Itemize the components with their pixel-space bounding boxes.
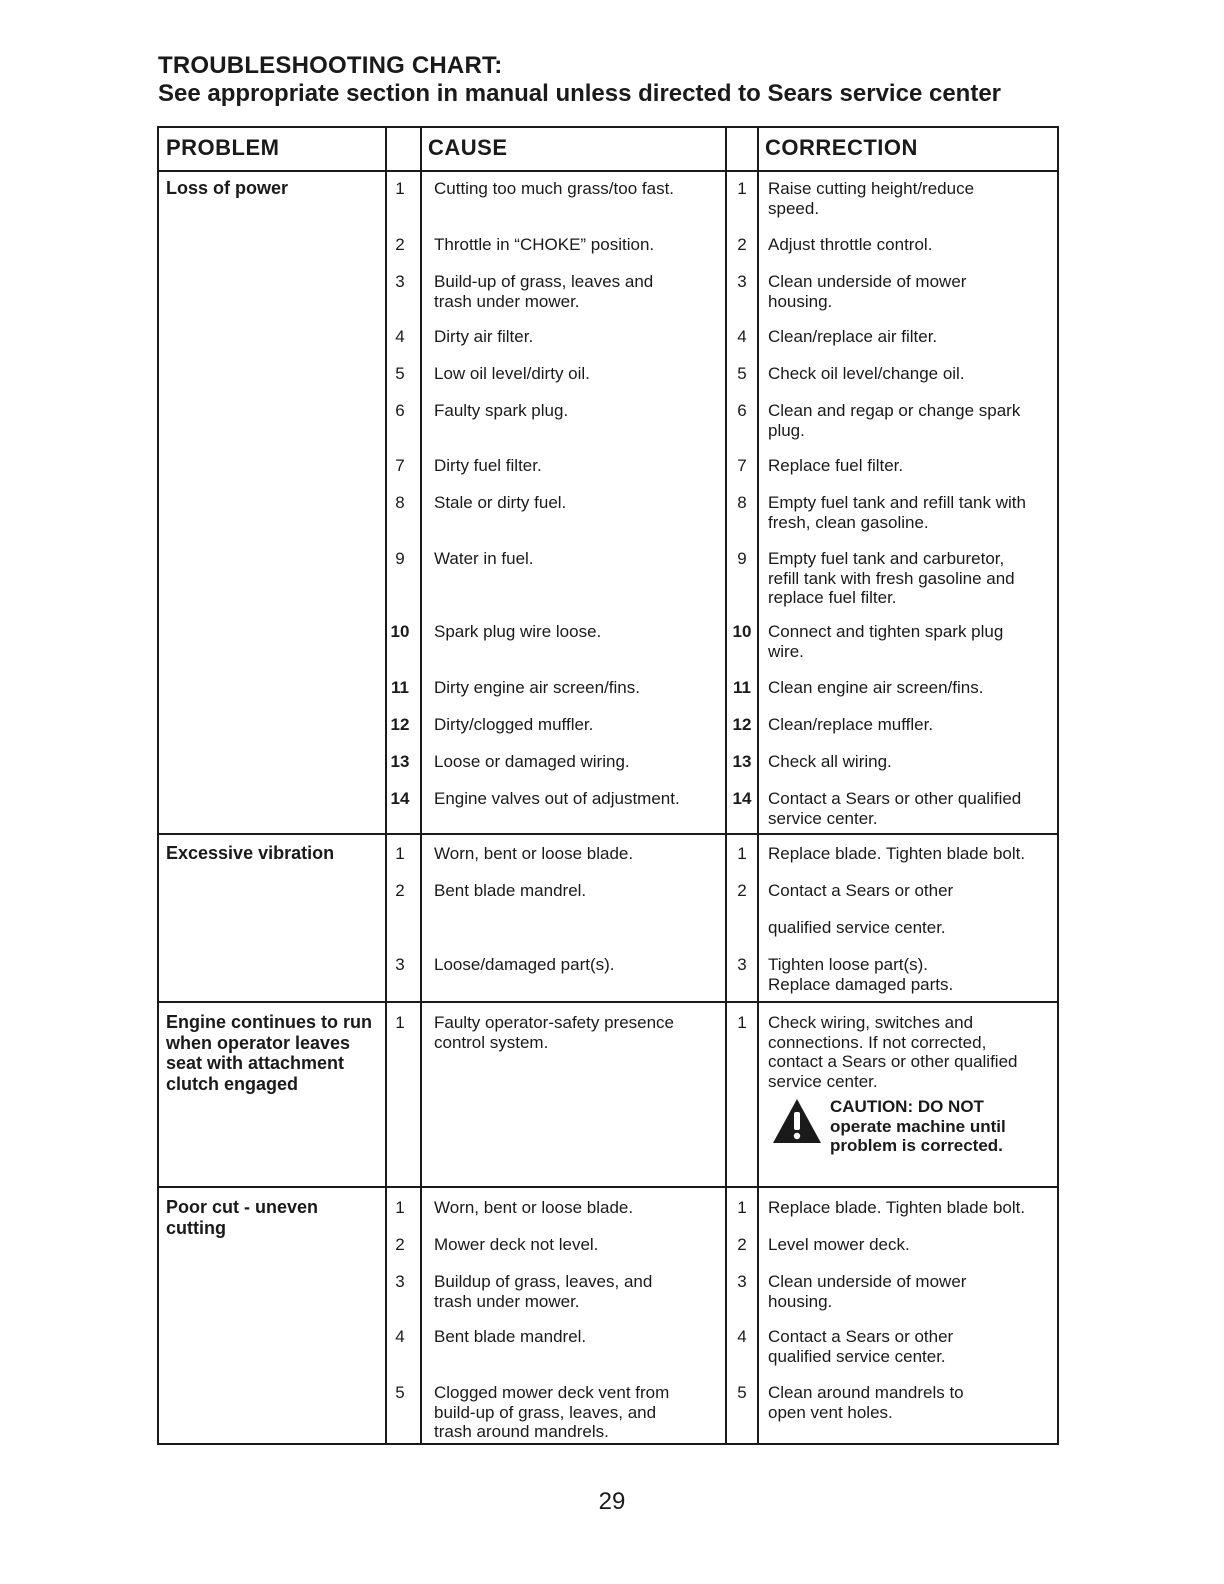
correction-text: Clean/replace muffler. [768, 715, 934, 734]
problem-engine-continues-to-run: Engine continues to run when operator leaves seat with attachment clutch engaged [166, 1012, 372, 1094]
correction-number: 2 [737, 881, 747, 900]
section-divider [159, 833, 1057, 835]
cause-text: Dirty fuel filter. [434, 456, 542, 475]
correction-text: Tighten loose part(s). Replace damaged parts. [768, 955, 954, 994]
cause-number: 1 [395, 844, 405, 863]
correction-text: Replace fuel filter. [768, 456, 904, 475]
correction-number: 6 [737, 401, 747, 420]
cause-number: 14 [390, 789, 410, 808]
correction-text: Clean around mandrels to open vent holes. [768, 1383, 964, 1422]
correction-number: 10 [732, 622, 752, 641]
cause-number: 8 [395, 493, 405, 512]
correction-number: 1 [737, 1198, 747, 1217]
correction-text: Connect and tighten spark plug wire. [768, 622, 1004, 661]
cause-text: Dirty air filter. [434, 327, 534, 346]
cause-text: Worn, bent or loose blade. [434, 844, 634, 863]
correction-number: 5 [737, 364, 747, 383]
correction-text: Check oil level/change oil. [768, 364, 965, 383]
problem-poor-cut: Poor cut - uneven cutting [166, 1197, 319, 1238]
column-divider [420, 128, 422, 1443]
cause-number: 7 [395, 456, 405, 475]
correction-text: Clean underside of mower housing. [768, 272, 967, 311]
correction-text: Contact a Sears or other [768, 881, 954, 900]
correction-number: 9 [737, 549, 747, 568]
cause-text: Faulty operator-safety presence control system. [434, 1013, 675, 1052]
correction-text: Check wiring, switches and connections. If not corrected, contact a Sears or other qualified service center. [768, 1013, 1018, 1091]
cause-number: 2 [395, 881, 405, 900]
correction-text: Clean/replace air filter. [768, 327, 938, 346]
cause-text: Mower deck not level. [434, 1235, 599, 1254]
correction-number: 2 [737, 235, 747, 254]
correction-number: 14 [732, 789, 752, 808]
section-divider [159, 1001, 1057, 1003]
correction-number: 3 [737, 955, 747, 974]
correction-number: 7 [737, 456, 747, 475]
cause-number: 11 [391, 678, 409, 697]
correction-text: Adjust throttle control. [768, 235, 933, 254]
header-cause: CAUSE [428, 135, 508, 160]
column-divider [757, 128, 759, 1443]
cause-number: 1 [395, 1198, 405, 1217]
correction-text: Check all wiring. [768, 752, 892, 771]
cause-number: 3 [395, 955, 405, 974]
cause-number: 10 [390, 622, 410, 641]
cause-text: Bent blade mandrel. [434, 1327, 587, 1346]
correction-text: Clean and regap or change spark plug. [768, 401, 1021, 440]
cause-number: 13 [390, 752, 410, 771]
correction-number: 11 [733, 678, 751, 697]
cause-number: 2 [395, 1235, 405, 1254]
correction-text: Empty fuel tank and carburetor, refill tank with fresh gasoline and replace fuel filter. [768, 549, 1015, 607]
header-problem: PROBLEM [166, 135, 280, 160]
section-divider [159, 1186, 1057, 1188]
correction-number: 12 [732, 715, 752, 734]
cause-text: Low oil level/dirty oil. [434, 364, 590, 383]
cause-text: Engine valves out of adjustment. [434, 789, 680, 808]
problem-loss-of-power: Loss of power [166, 178, 289, 198]
column-divider [725, 128, 727, 1443]
correction-number: 4 [737, 1327, 747, 1346]
warning-triangle-icon [771, 1097, 823, 1145]
cause-text: Buildup of grass, leaves, and trash under mower. [434, 1272, 653, 1311]
correction-text: Raise cutting height/reduce speed. [768, 179, 975, 218]
correction-number: 2 [737, 1235, 747, 1254]
cause-text: Dirty/clogged muffler. [434, 715, 594, 734]
cause-number: 3 [395, 1272, 405, 1291]
cause-text: Worn, bent or loose blade. [434, 1198, 634, 1217]
cause-text: Build-up of grass, leaves and trash under mower. [434, 272, 654, 311]
cause-number: 5 [395, 1383, 405, 1402]
cause-number: 4 [395, 1327, 405, 1346]
cause-number: 2 [395, 235, 405, 254]
cause-number: 5 [395, 364, 405, 383]
cause-text: Bent blade mandrel. [434, 881, 587, 900]
correction-number: 4 [737, 327, 747, 346]
correction-text: Clean engine air screen/fins. [768, 678, 984, 697]
problem-excessive-vibration: Excessive vibration [166, 843, 335, 863]
cause-number: 9 [395, 549, 405, 568]
cause-number: 1 [395, 1013, 405, 1032]
correction-text: Clean underside of mower housing. [768, 1272, 967, 1311]
cause-text: Dirty engine air screen/fins. [434, 678, 640, 697]
correction-text: Empty fuel tank and refill tank with fresh, clean gasoline. [768, 493, 1026, 532]
cause-number: 3 [395, 272, 405, 291]
cause-text: Water in fuel. [434, 549, 534, 568]
correction-number: 8 [737, 493, 747, 512]
correction-number: 13 [732, 752, 752, 771]
caution-text: CAUTION: DO NOT operate machine until problem is corrected. [830, 1097, 1006, 1155]
cause-text: Cutting too much grass/too fast. [434, 179, 675, 198]
cause-number: 4 [395, 327, 405, 346]
correction-text: Contact a Sears or other qualified service center. [768, 789, 1022, 828]
cause-text: Faulty spark plug. [434, 401, 569, 420]
correction-text: Replace blade. Tighten blade bolt. [768, 844, 1026, 863]
correction-text: Level mower deck. [768, 1235, 910, 1254]
cause-text: Stale or dirty fuel. [434, 493, 567, 512]
correction-number: 1 [737, 1013, 747, 1032]
cause-text: Spark plug wire loose. [434, 622, 602, 641]
cause-text: Throttle in “CHOKE” position. [434, 235, 655, 254]
correction-number: 1 [737, 844, 747, 863]
cause-number: 1 [395, 179, 405, 198]
chart-title: TROUBLESHOOTING CHART: [158, 52, 503, 79]
header-divider [159, 170, 1057, 172]
correction-number: 1 [737, 179, 747, 198]
cause-text: Clogged mower deck vent from build-up of grass, leaves, and trash around mandrels. [434, 1383, 670, 1441]
header-correction: CORRECTION [765, 135, 918, 160]
cause-text: Loose or damaged wiring. [434, 752, 630, 771]
cause-number: 12 [390, 715, 410, 734]
correction-text: qualified service center. [768, 918, 946, 937]
cause-number: 6 [395, 401, 405, 420]
correction-number: 5 [737, 1383, 747, 1402]
correction-number: 3 [737, 1272, 747, 1291]
correction-text: Replace blade. Tighten blade bolt. [768, 1198, 1026, 1217]
caution-notice [771, 1097, 1061, 1177]
page-number: 29 [598, 1488, 626, 1515]
correction-text: Contact a Sears or other qualified service center. [768, 1327, 954, 1366]
troubleshooting-table [157, 126, 1059, 1445]
chart-subtitle: See appropriate section in manual unless directed to Sears service center [158, 80, 1001, 107]
cause-text: Loose/damaged part(s). [434, 955, 615, 974]
correction-number: 3 [737, 272, 747, 291]
